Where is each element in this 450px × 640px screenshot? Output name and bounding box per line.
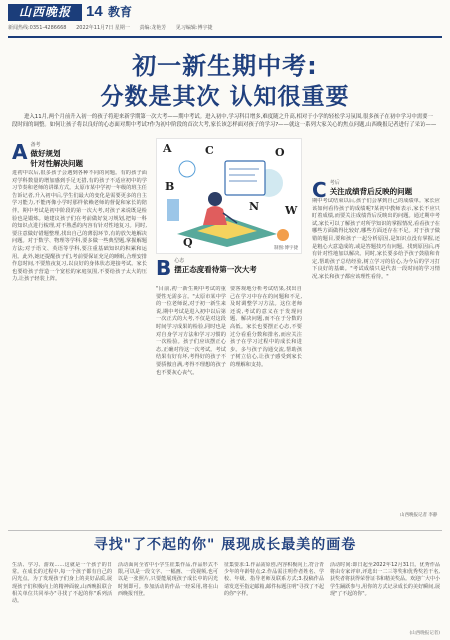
section-divider <box>8 530 442 531</box>
headline-line-1: 初一新生期中考: <box>132 52 318 80</box>
section-label: 教育 <box>108 5 133 19</box>
headline-line-2: 分数是其次 认知很重要 <box>100 84 350 110</box>
section-c-badge: C <box>312 178 327 202</box>
newspaper-logo: 山西晚报 <box>8 4 82 21</box>
illustration-caption: 制图:傅宇捷 <box>273 246 298 251</box>
bottom-credit: (山西晚报记者) <box>409 631 440 636</box>
section-b-body-2: 要客观地分析考试结果,找出自己在学习中存在的问题和不足,及时调整学习方法。这位老师还说,考试的意义在于发现问题、解决问题,而不在于分数的高低。家长也要摆正心态,不要过分看重分数和排名,而应关注孩子在学习过程中的成长和进步。多与孩子沟通交流,帮助孩子树立信心,让孩子感受到家长的理解和支持。 <box>230 286 302 368</box>
deco-letter: B <box>165 180 175 193</box>
masthead <box>8 2 442 36</box>
masthead-rule <box>8 36 442 38</box>
dateline <box>8 24 221 31</box>
deco-letter: A <box>163 142 172 155</box>
section-a-body: 进初中以后,很多孩子会遇到各种不同的问题。有的孩子面对学科数量的增加感到手足无措,有的孩子不适应初中的学习节奏和老师的讲课方式。太原市某中学初一年级的班主任告诉记者,升入初中后,学生们最大的变化是需要更多的自主学习能力,不能再像小学时那样依赖老师的督促和家长的陪伴。期中考试是初中阶段的第一次大考,对孩子来说既是检验也是锻炼。她建议孩子们在考前做好复习规划,把每一科的知识点进行梳理,对不熟悉的内容有针对性地复习。同时,要注意做好错题整理,找出自己的薄弱环节,有的放矢地解决问题。对于数学、物理等学科,要多做一些典型题,掌握解题方法;对于语文、英语等学科,要注重基础知识的积累和运用。此外,她还提醒孩子们,考前要保证充足的睡眠,合理安排作息时间,不要熬夜复习,以良好的身体状态迎接考试。家长也要给孩子营造一个宽松的家庭氛围,不要给孩子太大的压力,让孩子轻装上阵。 <box>12 170 147 283</box>
bottom-article-col-2: 活动面向全省中小学生征集作品,作品形式不限,可以是一段文字、一幅画、一段视频,也可以是一张照片,只要能展现孩子成长中的闪光时刻即可。参加活动的作品一经采用,将在山西晚报刊登。 <box>118 562 218 597</box>
section-b-heading <box>156 258 257 278</box>
assistant-editor: 见习编辑:傅宇捷 <box>175 25 213 31</box>
section-b-title: 摆正态度看待第一次大考 <box>174 265 257 274</box>
bottom-headline: 寻找"了不起的你" 展现成长最美的画卷 <box>93 537 357 553</box>
section-b-kicker: 心态 <box>174 258 185 264</box>
section-b-badge: B <box>156 256 172 280</box>
section-c-title: 关注成绩背后反映的问题 <box>329 187 413 196</box>
illustration <box>156 138 302 254</box>
section-a-title-1: 做好规划 <box>30 149 61 158</box>
lead-paragraph: 进入11月,两个月前升入初一的孩子将迎来新学期第一次大考——期中考试。进入初中,学习科目增多,难度随之升高,相对于小学的轻松学习氛围,很多孩子在初中学习中需要一段时间的调整。如何让孩子将以良好的心态面对期中考试?作为初中阶段的首次大考,家长该怎样面对孩子的学习?——就这一系列大家关心的焦点问题,山西晚报记者进行了采访—— <box>12 114 437 129</box>
section-b-body-1: "目前,初一新生期中考试的重要性无需多言。"太原市某中学的一位老师说,对于初一新生来说,期中考试是进入初中以后第一次正式的大考,不仅是对这段时间学习成果的检验,同时也是对自身学习方法和学习习惯的一次检验。孩子们应该摆正心态,正确对待这一次考试。考试结果有好有坏,考得好的孩子不要骄傲自满,考得不理想的孩子也不要灰心丧气。 <box>156 286 226 376</box>
bottom-article-col-1: 生活、学习、游戏……这就是一个孩子的日常。在成长的过程中,每一个孩子都有自己的闪光点。为了发现孩子们身上的美好品质,展现孩子们积极向上的精神面貌,山西晚报联合相关单位共同举办"寻找了不起的你"系列活动。 <box>12 562 112 605</box>
bottom-article-col-4: 活动时间:即日起至2022年12月31日。优秀作品将由专家评审,评选出一二三等奖和优秀奖若干名,获奖者将获得荣誉证书和精美奖品。欢迎广大中小学生踊跃参与,用你的方式记录成长的美好瞬间,展现"了不起的你"。 <box>330 562 440 597</box>
deco-letter: W <box>285 204 298 217</box>
section-c-body: 期中考试结束以后,孩子们会拿到自己的成绩单。家长应该如何看待孩子的成绩呢?某初中教师表示,家长不应只盯着成绩,而要关注成绩背后反映出的问题。通过期中考试,家长可以了解孩子对所学知识的掌握情况,看看孩子在哪些方面做得比较好,哪些方面还存在不足。对于孩子做错的题目,要和孩子一起分析原因,是知识点没有掌握,还是粗心大意造成的,或是答题技巧有问题。找到原因后,再有针对性地加以解决。同时,家长要多给予孩子鼓励和肯定,帮助孩子总结经验,树立学习的信心,为今后的学习打下良好的基础。"考试成绩只是代表一段时间的学习情况,家长和孩子都应该理性看待。" <box>312 198 440 280</box>
section-a-kicker: 备考 <box>30 142 41 148</box>
deco-letter: Q <box>183 236 193 249</box>
editor: 责编:龙艳芳 <box>139 25 167 31</box>
section-a-badge: A <box>12 140 28 164</box>
deco-letter: C <box>205 144 214 157</box>
hotline: 新闻热线:0351-4286668 <box>8 25 67 31</box>
issue-date: 2022年11月7日 星期一 <box>76 25 130 31</box>
deco-letter: O <box>275 146 285 159</box>
section-c-heading <box>312 180 412 200</box>
deco-letter: N <box>249 200 260 213</box>
byline: 山西晚报记者 李静 <box>400 513 438 518</box>
bottom-article-col-3: 征集要求:1.作品需原创,内容积极向上,符合青少年的年龄特点;2.作品需注明作者姓名、学校、年级、指导老师及联系方式;3.投稿作品请发送至指定邮箱,邮件标题注明"寻找了不起的你"字样。 <box>224 562 324 597</box>
page-number: 14 <box>86 3 103 20</box>
section-a-heading <box>12 142 83 169</box>
section-a-title-2: 针对性解决问题 <box>30 159 83 168</box>
section-c-kicker: 考后 <box>329 180 340 186</box>
